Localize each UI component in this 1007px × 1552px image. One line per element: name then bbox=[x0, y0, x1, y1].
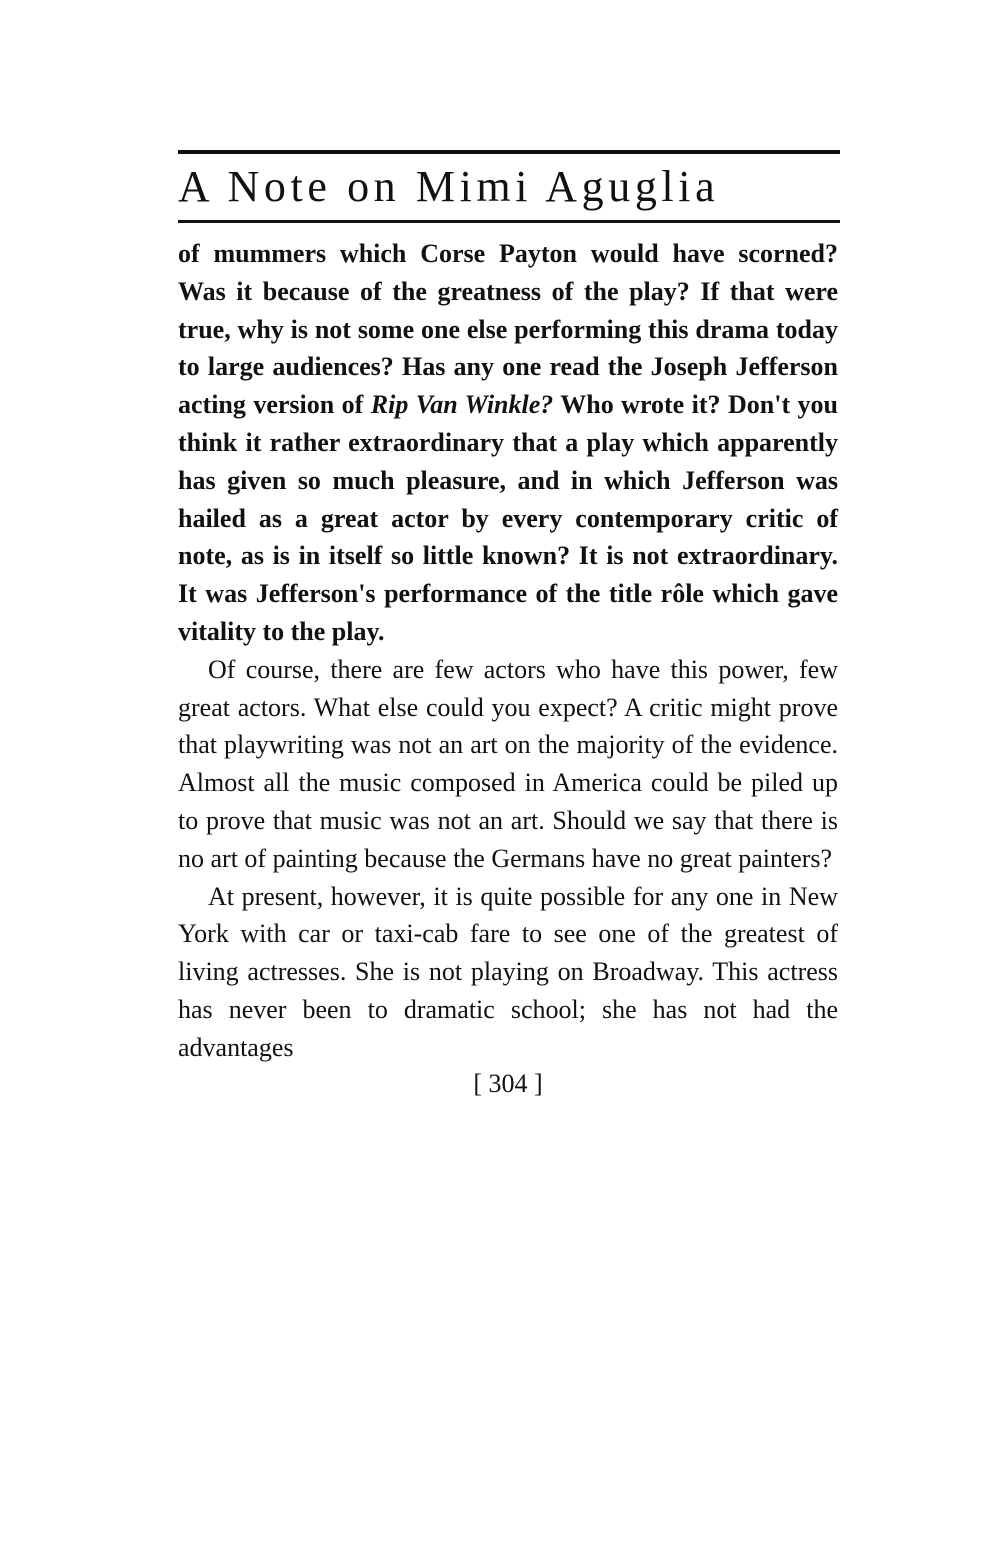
paragraph-1-text-b: Who wrote it? Don't you think it rather extraordinary that a play which apparently has given so much pleasure, and in which Jefferson was hailed as a great actor by every contemporary critic of note, as is in itself so little known? It is not extraordinary. It was Jefferson's performance of the title rôle which gave vitality to the play. bbox=[178, 390, 839, 646]
paragraph-2-text: Of course, there are few actors who have this power, few great actors. What else could you expect? A critic might prove that playwriting was not an art on the majority of the evidence. Almost all the music composed in America could be piled up to prove that music was not an art. Should we say that there is no art of painting because the Germans have no great painters? bbox=[178, 654, 838, 873]
page-number: [ 304 ] bbox=[473, 1068, 543, 1098]
paragraph-2 bbox=[178, 651, 838, 878]
paragraph-1-text-a: of mummers which Corse Payton would have scorned? Was it because of the greatness of the play? If that were true, why is not some one else performing this drama today to large audiences? Has any one read the Joseph Jefferson acting version of bbox=[178, 239, 838, 420]
book-page bbox=[178, 150, 838, 1101]
paragraph-1 bbox=[178, 235, 838, 651]
running-head: A Note on Mimi Aguglia bbox=[178, 162, 720, 211]
paragraph-1-title-italic: Rip Van Winkle? bbox=[370, 390, 554, 420]
body-text bbox=[178, 235, 838, 1067]
header-rule-top bbox=[178, 150, 840, 154]
header-rule-bottom bbox=[178, 220, 840, 223]
paragraph-3 bbox=[178, 878, 838, 1067]
paragraph-3-text: At present, however, it is quite possible for any one in New York with car or taxi-cab fare to see one of the greatest of living actresses. She is not playing on Broadway. This actress has never been to dramatic school; she has not had the advantages bbox=[178, 881, 838, 1062]
